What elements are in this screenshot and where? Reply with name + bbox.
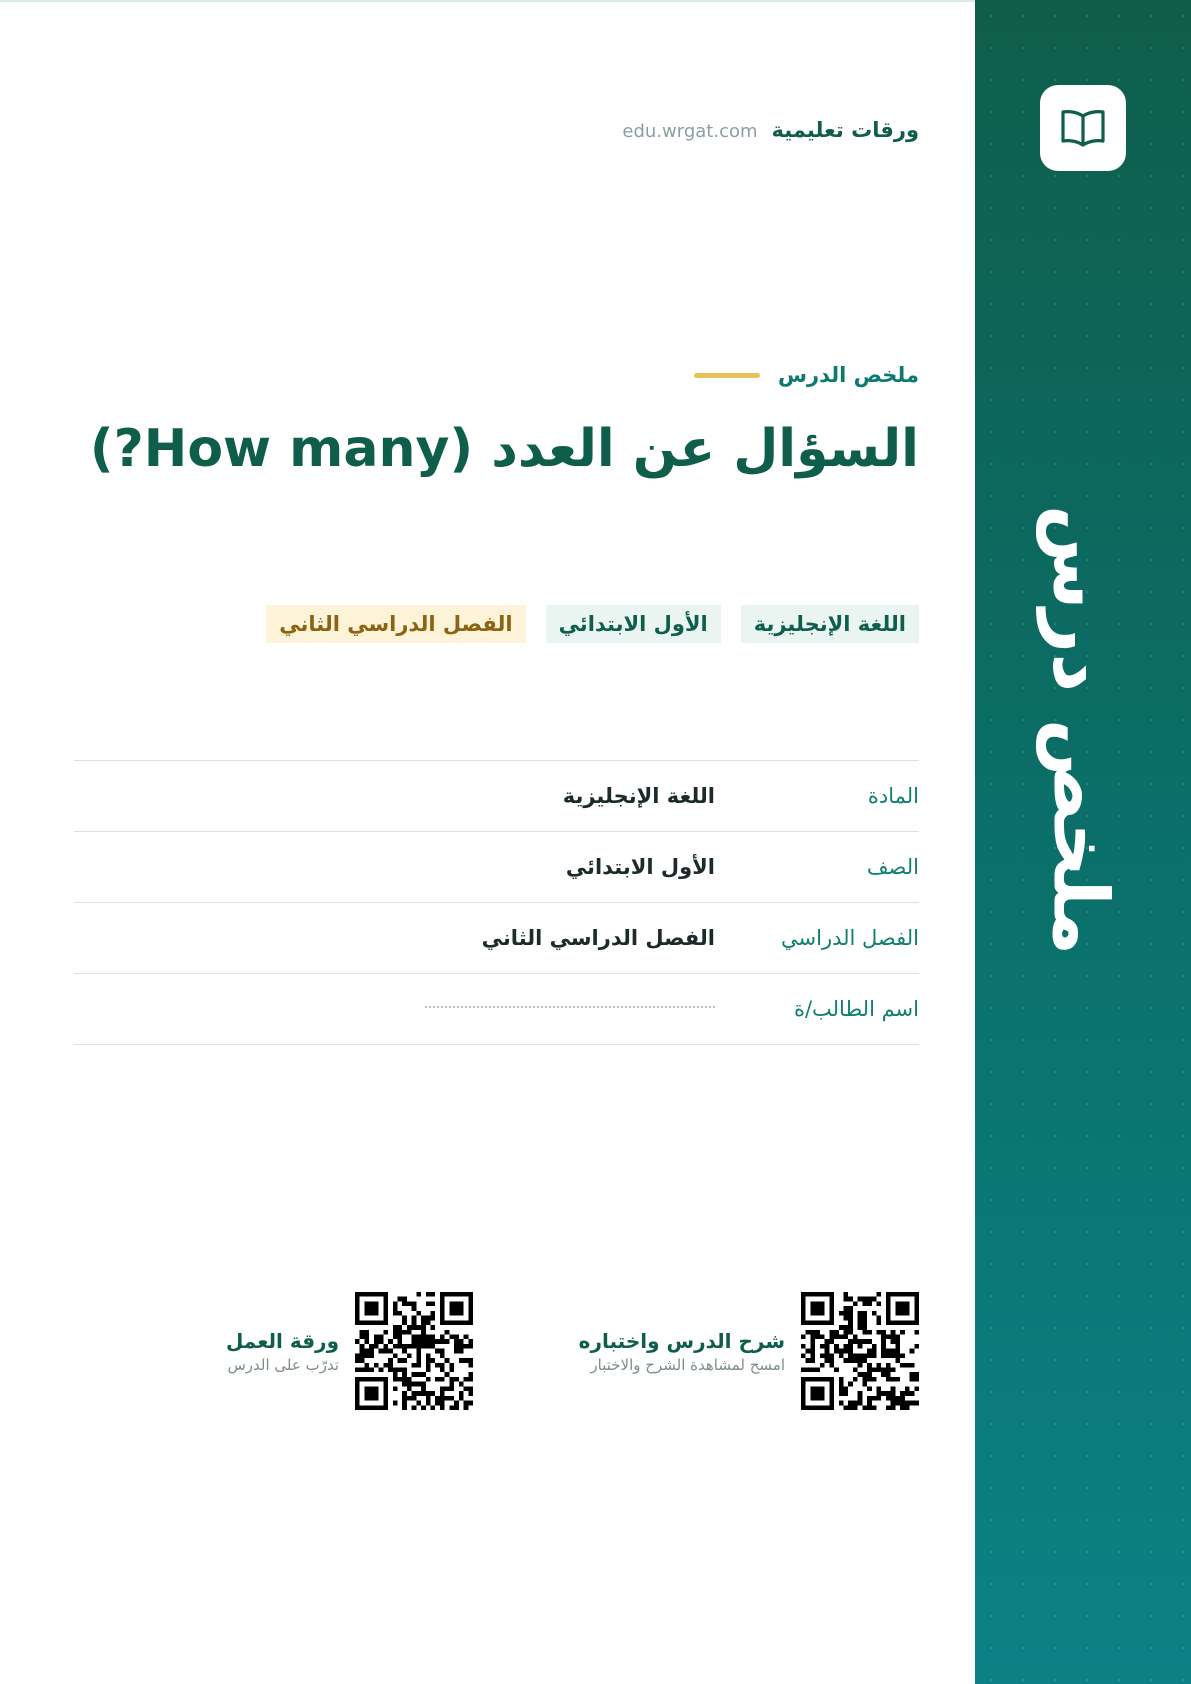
info-row-student-name bbox=[74, 974, 919, 1045]
kicker-accent-bar bbox=[694, 373, 760, 378]
qr-subtitle: تدرّب على الدرس bbox=[227, 1356, 339, 1374]
qr-code[interactable] bbox=[355, 1290, 473, 1412]
info-value: الفصل الدراسي الثاني bbox=[481, 926, 715, 950]
student-name-blank-line[interactable] bbox=[425, 1006, 715, 1008]
section-kicker bbox=[694, 363, 919, 387]
tag-chips bbox=[266, 605, 919, 643]
qr-worksheet bbox=[226, 1290, 473, 1412]
info-row-grade bbox=[74, 832, 919, 903]
chip-grade: الأول الابتدائي bbox=[546, 605, 721, 643]
info-row-semester bbox=[74, 903, 919, 974]
top-border-line bbox=[0, 0, 975, 2]
chip-semester: الفصل الدراسي الثاني bbox=[266, 605, 525, 643]
qr-title: شرح الدرس واختباره bbox=[578, 1329, 785, 1353]
kicker-text: ملخص الدرس bbox=[778, 363, 919, 387]
info-value: اللغة الإنجليزية bbox=[562, 784, 715, 808]
qr-code[interactable] bbox=[801, 1290, 919, 1412]
band-vertical-title bbox=[960, 440, 1191, 1020]
band-title-text: ملخص درس bbox=[1036, 504, 1125, 956]
info-label: اسم الطالب/ة bbox=[793, 997, 919, 1021]
brand-url: edu.wrgat.com bbox=[622, 121, 758, 142]
book-icon-tile bbox=[1040, 85, 1126, 171]
qr-title: ورقة العمل bbox=[225, 1329, 339, 1353]
chip-subject: اللغة الإنجليزية bbox=[741, 605, 919, 643]
brand-header bbox=[622, 118, 919, 142]
page-title: السؤال عن العدد (How many?) bbox=[89, 419, 919, 479]
qr-subtitle: امسح لمشاهدة الشرح والاختبار bbox=[590, 1356, 785, 1374]
qr-lesson-explanation bbox=[579, 1290, 919, 1412]
qr-caption bbox=[226, 1327, 339, 1375]
brand-name: ورقات تعليمية bbox=[771, 118, 919, 142]
open-book-icon bbox=[1060, 108, 1106, 148]
info-label: الصف bbox=[866, 855, 919, 879]
qr-caption bbox=[579, 1327, 785, 1375]
info-label: المادة bbox=[867, 784, 919, 808]
info-value: الأول الابتدائي bbox=[565, 855, 715, 879]
info-row-subject bbox=[74, 761, 919, 832]
info-table bbox=[74, 760, 919, 1045]
info-label: الفصل الدراسي bbox=[781, 926, 919, 950]
